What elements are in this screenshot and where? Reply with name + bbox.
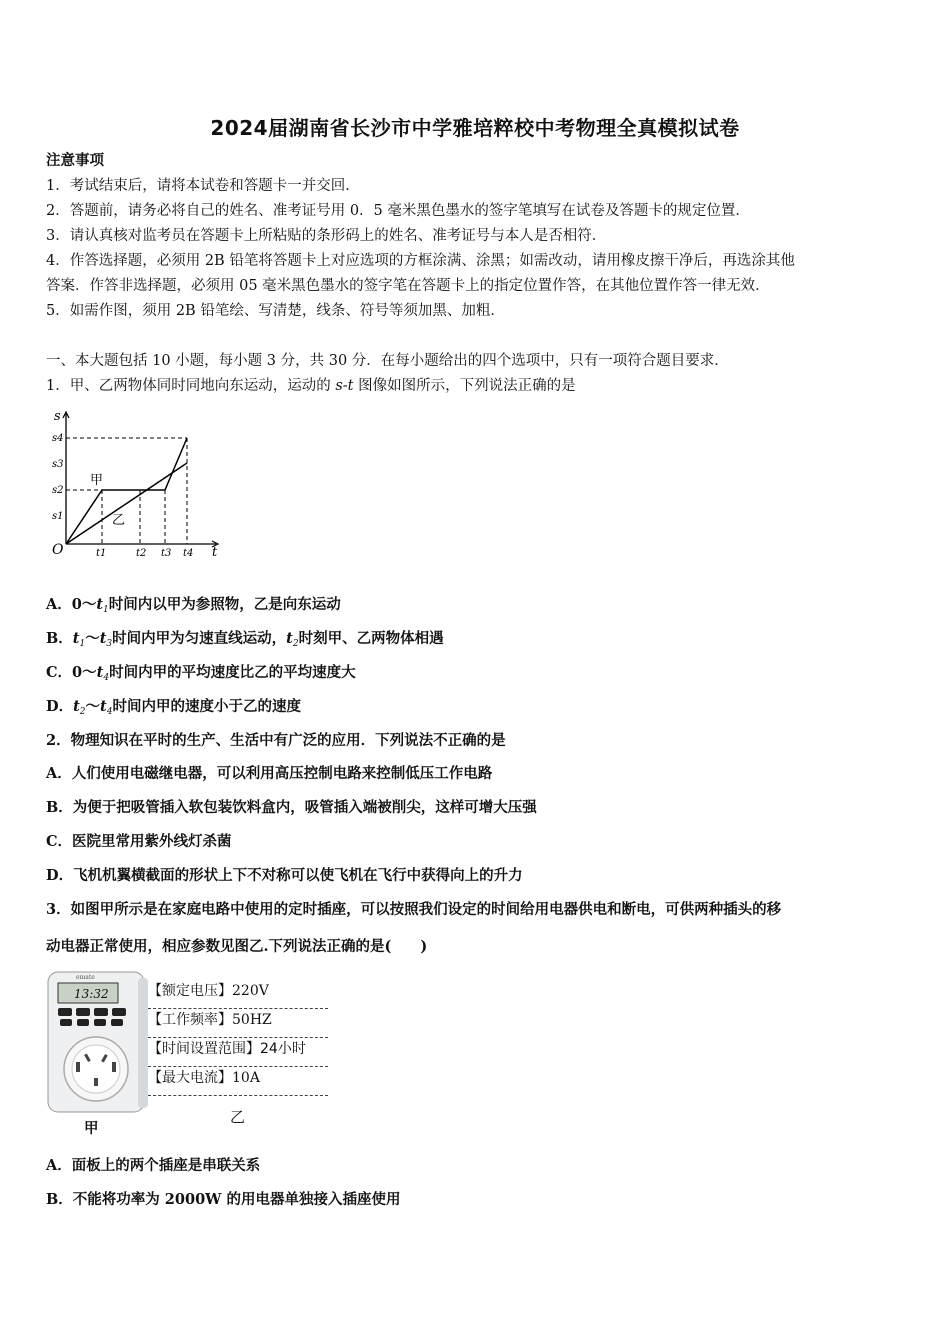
s-tick-label: s2 bbox=[52, 485, 64, 496]
spec-list bbox=[148, 980, 328, 1096]
q1-option-b: B．$t_1\sim t_3$时间内甲为匀速直线运动，$t_2$时刻甲、乙两物体相遇 bbox=[46, 630, 444, 649]
notice-item: 5．如需作图，须用 2B 铅笔绘、写清楚，线条、符号等须加黑、加粗． bbox=[46, 303, 505, 319]
q3-option-a: A．面板上的两个插座是串联关系 bbox=[46, 1157, 261, 1174]
s-tick-label: s3 bbox=[52, 459, 64, 470]
t-tick-label: t4 bbox=[183, 548, 194, 559]
question-1-stem: 1．甲、乙两物体同时同地向东运动，运动的 s-t 图像如图所示，下列说法正确的是 bbox=[46, 378, 576, 394]
notice-item: 4．作答选择题，必须用 2B 铅笔将答题卡上对应选项的方框涂满、涂黑；如需改动，请用橡皮擦干净后，再选涂其他 bbox=[46, 253, 795, 269]
q1-option-c: C．$0\sim t_4$时间内甲的平均速度比乙的平均速度大 bbox=[46, 664, 356, 683]
device-caption: 甲 bbox=[84, 1120, 99, 1137]
q1-option-a: A．$0\sim t_1$时间内以甲为参照物，乙是向东运动 bbox=[46, 596, 341, 615]
notice-item: 2．答题前，请务必将自己的姓名、准考证号用 0．5 毫米黑色墨水的签字笔填写在试卷及答题卡的规定位置． bbox=[46, 203, 750, 219]
q2-option-c: C．医院里常用紫外线灯杀菌 bbox=[46, 833, 232, 850]
lcd-time: 13:32 bbox=[74, 987, 109, 1001]
series-jia-line bbox=[66, 438, 187, 544]
notice-item: 答案．作答非选择题，必须用 05 毫米黑色墨水的签字笔在答题卡上的指定位置作答，在其他位置作答一律无效． bbox=[46, 278, 770, 294]
section-heading: 一、本大题包括 10 小题，每小题 3 分，共 30 分．在每小题给出的四个选项中，只有一项符合题目要求． bbox=[46, 353, 729, 369]
series-yi-line bbox=[66, 463, 187, 544]
t-tick-label: t3 bbox=[161, 548, 172, 559]
notice-item: 3．请认真核对监考员在答题卡上所粘贴的条形码上的姓名、准考证号与本人是否相符． bbox=[46, 228, 607, 244]
timer-socket-image bbox=[46, 966, 154, 1138]
question-3-stem: 3．如图甲所示是在家庭电路中使用的定时插座，可以按照我们设定的时间给用电器供电和断电，可供两种插头的移 bbox=[46, 901, 782, 918]
origin-label: O bbox=[52, 542, 64, 558]
question-2-stem: 2．物理知识在平时的生产、生活中有广泛的应用．下列说法不正确的是 bbox=[46, 732, 506, 749]
x-axis-label: t bbox=[212, 545, 218, 560]
y-axis-label: s bbox=[54, 409, 61, 424]
q1-option-d: D．$t_2\sim t_4$时间内甲的速度小于乙的速度 bbox=[46, 698, 301, 717]
notice-item: 1．考试结束后，请将本试卷和答题卡一并交回． bbox=[46, 178, 360, 194]
q3-option-b: B．不能将功率为 2000W 的用电器单独接入插座使用 bbox=[46, 1191, 401, 1208]
brand-label: emate bbox=[76, 974, 95, 981]
q2-option-d: D．飞机机翼横截面的形状上下不对称可以使飞机在飞行中获得向上的升力 bbox=[46, 867, 523, 884]
series-jia-label: 甲 bbox=[90, 473, 104, 488]
st-graph bbox=[48, 408, 228, 560]
spec-row: 【时间设置范围】24小时 bbox=[148, 1038, 328, 1067]
q2-option-b: B．为便于把吸管插入软包装饮料盒内，吸管插入端被削尖，这样可增大压强 bbox=[46, 799, 537, 816]
t-tick-label: t2 bbox=[136, 548, 147, 559]
spec-row: 【额定电压】220V bbox=[148, 980, 328, 1009]
specs-caption: 乙 bbox=[230, 1108, 246, 1126]
s-tick-label: s4 bbox=[52, 433, 64, 444]
q2-option-a: A．人们使用电磁继电器，可以利用高压控制电路来控制低压工作电路 bbox=[46, 765, 493, 782]
spec-row: 【最大电流】10A bbox=[148, 1067, 328, 1096]
s-tick-label: s1 bbox=[52, 511, 64, 522]
spec-row: 【工作频率】50HZ bbox=[148, 1009, 328, 1038]
page-title: 2024届湖南省长沙市中学雅培粹校中考物理全真模拟试卷 bbox=[210, 116, 740, 140]
question-3-stem-cont: 动电器正常使用，相应参数见图乙.下列说法正确的是( ) bbox=[46, 938, 428, 955]
notice-heading: 注意事项 bbox=[46, 152, 104, 169]
series-yi-label: 乙 bbox=[112, 513, 126, 528]
t-tick-label: t1 bbox=[96, 548, 107, 559]
